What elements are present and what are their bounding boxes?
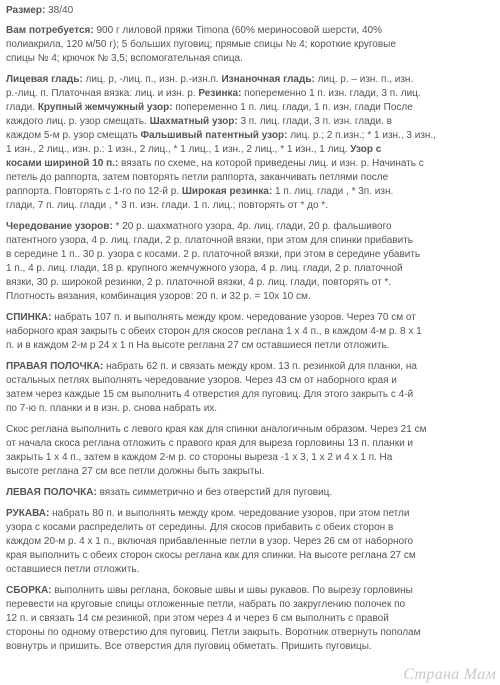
patterns-line	[6, 129, 496, 143]
bold-term: косами шириной 10 п.:	[6, 158, 119, 169]
materials-text-0: 900 г лиловой пряжи Timona (60% мериносовой шерсти, 40%	[96, 25, 382, 36]
text-run: набрать 62 п. и связать между кром. 13 п. резинкой для планки, на	[103, 361, 417, 372]
text-run: Плотность вязания, комбинация узоров: 20 п. и 32 р. = 10х 10 см.	[6, 291, 311, 302]
sleeves-line	[6, 521, 496, 535]
right-front-line	[6, 360, 496, 374]
alternation-line	[6, 290, 496, 304]
materials-line-2: спицы № 4; крючок № 3,5; вспомогательная спица.	[6, 53, 243, 64]
alternation-line	[6, 248, 496, 262]
bold-term: Крупный жемчужный узор:	[37, 102, 173, 113]
raglan-line	[6, 451, 496, 465]
text-run: перевести на круговые спицы отложенные петли, набрать по закруглению полочек по	[6, 599, 406, 610]
assembly-block	[6, 584, 496, 654]
text-run: попеременно 1 п. лиц. глади, 1 п. изн. глади После	[172, 102, 413, 113]
bold-term: СПИНКА:	[6, 312, 52, 323]
patterns-line	[6, 185, 496, 199]
back-line	[6, 311, 496, 325]
text-run: затем через каждые 15 см выполнить 4 отверстия для пуговиц. Для этого закрыть с 4-й	[6, 389, 414, 400]
size-value: 38/40	[48, 5, 74, 16]
patterns-line	[6, 143, 496, 157]
patterns-line	[6, 87, 496, 101]
text-run: лиц. р.; 2 п.изн.; * 1 изн., 3 изн.,	[287, 130, 436, 141]
alternation-line	[6, 276, 496, 290]
watermark-logo: Страна Мам	[403, 666, 496, 683]
text-run: петель до раппорта, затем повторять петли раппорта, заканчивать петлями после	[6, 172, 389, 183]
sleeves-line	[6, 535, 496, 549]
text-run: вязать симметрично и без отверстий для пуговиц.	[96, 487, 333, 498]
bold-term: Широкая резинка:	[181, 186, 273, 197]
text-run: от начала скоса реглана отложить с правого края для выреза горловины 13 п. планки и	[6, 438, 414, 449]
bold-term: Чередование узоров:	[6, 221, 113, 232]
bold-term: Фальшивый патентный узор:	[140, 130, 288, 141]
left-front-line	[6, 486, 496, 500]
alternation-line	[6, 262, 496, 276]
patterns-line	[6, 171, 496, 185]
text-run: 1 п., 4 р. лиц. глади, 18 р. крупного жемчужного узора, 4 р. лиц. глади, 2 р. платочной	[6, 263, 403, 274]
text-run: попеременно 1 п. изн. глади, 3 п. лиц.	[241, 88, 421, 99]
right-front-line	[6, 374, 496, 388]
text-run: лиц. р. – изн. п., изн.	[314, 74, 414, 85]
right-front-line	[6, 402, 496, 416]
text-run: раппорта. Повторять с 1-го по 12-й р.	[6, 186, 182, 197]
text-run: по 7-ю п. планки и в изн. р. снова набрать их.	[6, 403, 218, 414]
size-line	[6, 4, 496, 18]
text-run: вязать по схеме, на которой приведены лиц. и изн. р. Начинать с	[118, 158, 424, 169]
assembly-line	[6, 598, 496, 612]
text-run: 12 п. и связать 14 см резинкой, при этом через 4 и через 6 см выполнить с правой	[6, 613, 389, 624]
text-run: глади, 7 п. лиц. глади , * 3 п. изн. глади. 1 п. лиц.; повторять от * до *.	[6, 200, 328, 211]
raglan-line	[6, 423, 496, 437]
right-front-block	[6, 360, 496, 416]
assembly-line	[6, 584, 496, 598]
patterns-line	[6, 115, 496, 129]
bold-term: СБОРКА:	[6, 585, 52, 596]
text-run: каждого лиц. р. узор смещать.	[6, 116, 150, 127]
patterns-line	[6, 157, 496, 171]
bold-term: ЛЕВАЯ ПОЛОЧКА:	[6, 487, 97, 498]
bold-term: Узор с	[350, 144, 382, 155]
bold-term: ПРАВАЯ ПОЛОЧКА:	[6, 361, 104, 372]
text-run: остальных петлях выполнять чередование узоров. Через 43 см от наборного края и	[6, 375, 397, 386]
patterns-line	[6, 199, 496, 213]
text-run: каждом 5-м р. узор смещать	[6, 130, 141, 141]
raglan-line	[6, 465, 496, 479]
materials-line-0	[6, 24, 496, 38]
raglan-line	[6, 437, 496, 451]
bold-term: Шахматный узор:	[149, 116, 238, 127]
text-run: края выполнить с обеих сторон скосы реглана как для спинки. На высоте реглана 27 см	[6, 550, 416, 561]
text-run: * 20 р. шахматного узора, 4р. лиц. глади, 20 р. фальшивого	[112, 221, 392, 232]
materials-label: Вам потребуется:	[6, 25, 94, 36]
text-run: стороны по одному отверстию для пуговиц. Петли закрыть. Воротник отвернуть пополам	[6, 627, 421, 638]
patterns-line	[6, 73, 496, 87]
bold-term: РУКАВА:	[6, 508, 50, 519]
sleeves-line	[6, 549, 496, 563]
text-run: лиц. р, -лиц. п., изн. р.-изн.п.	[82, 74, 222, 85]
bold-term: Резинка:	[198, 88, 242, 99]
sleeves-line	[6, 507, 496, 521]
text-run: наборного края закрыть с обеих сторон для скосов реглана 1 х 4 п., в каждом 4-м р. 8 х 1	[6, 326, 422, 337]
right-front-line	[6, 388, 496, 402]
text-run: п. и в каждом 2-м р 24 х 1 п На высоте реглана 27 см оставшиеся петли отложить.	[6, 340, 390, 351]
text-run: высоте реглана 27 см все петли должны быть закрыты.	[6, 466, 265, 477]
size-label: Размер:	[6, 5, 46, 16]
text-run: 3 п. лиц. глади, 3 п. изн. глади. в	[237, 116, 392, 127]
alternation-block	[6, 220, 496, 304]
text-run: набрать 80 п. и выполнять между кром. чередование узоров, при этом петли	[49, 508, 410, 519]
alternation-line	[6, 234, 496, 248]
text-run: глади.	[6, 102, 38, 113]
bold-term: Изнаночная гладь:	[221, 74, 315, 85]
text-run: в середине 1 п.. 30 р. узора с косами. 2 р. платочной вязки, при этом в середине убавить	[6, 249, 421, 260]
document-page	[6, 4, 496, 654]
text-run: р.-лиц. п. Платочная вязка: лиц. и изн. р.	[6, 88, 199, 99]
patterns-line	[6, 101, 496, 115]
text-run: патентного узора, 4 р. лиц. глади, 2 р. платочной вязки, при этом для спинки прибавить	[6, 235, 413, 246]
materials-block	[6, 24, 496, 66]
sleeves-line	[6, 563, 496, 577]
text-run: Скос реглана выполнить с левого края как для спинки аналогичным образом. Через 21 см	[6, 424, 427, 435]
back-line	[6, 325, 496, 339]
back-line	[6, 339, 496, 353]
assembly-line	[6, 640, 496, 654]
alternation-line	[6, 220, 496, 234]
text-run: вовнутрь и пришить. Все отверстия для пуговиц обметать. Пришить пуговицы.	[6, 641, 372, 652]
sleeves-block	[6, 507, 496, 577]
raglan-block	[6, 423, 496, 479]
patterns-block	[6, 73, 496, 213]
text-run: узора с косами распределить от середины. Для скосов прибавить с обеих сторон в	[6, 522, 394, 533]
text-run: 1 изн., 2 лиц., изн. р.: 1 изн., 2 лиц., * 1 лиц., 1 изн., 2 лиц., * 1 изн., 1 лиц.	[6, 144, 351, 155]
assembly-line	[6, 626, 496, 640]
text-run: вязки, 30 р. широкой резинки, 2 р. платочной вязки, 4 р. лиц. глади, повторять от *.	[6, 277, 392, 288]
back-block	[6, 311, 496, 353]
text-run: 1 п. лиц. глади , * 3п. изн.	[272, 186, 394, 197]
bold-term: Лицевая гладь:	[6, 74, 83, 85]
assembly-line	[6, 612, 496, 626]
text-run: каждом 20-м р. 4 х 1 п., включая прибавленные петли в узор. Через 26 см от наборного	[6, 536, 414, 547]
materials-line-1: полиакрила, 120 м/50 г); 5 больших пуговиц; прямые спицы № 4; короткие круговые	[6, 39, 396, 50]
left-front-block	[6, 486, 496, 500]
text-run: закрыть 1 х 4 п., затем в каждом 2-м р. со стороны выреза -1 х 3, 1 х 2 и 4 х 1 п. На	[6, 452, 393, 463]
text-run: оставшиеся петли отложить.	[6, 564, 140, 575]
text-run: набрать 107 п. и выполнять между кром. чередование узоров. Через 70 см от	[51, 312, 416, 323]
text-run: выполнить швы реглана, боковые швы и швы рукавов. По вырезу горловины	[51, 585, 413, 596]
